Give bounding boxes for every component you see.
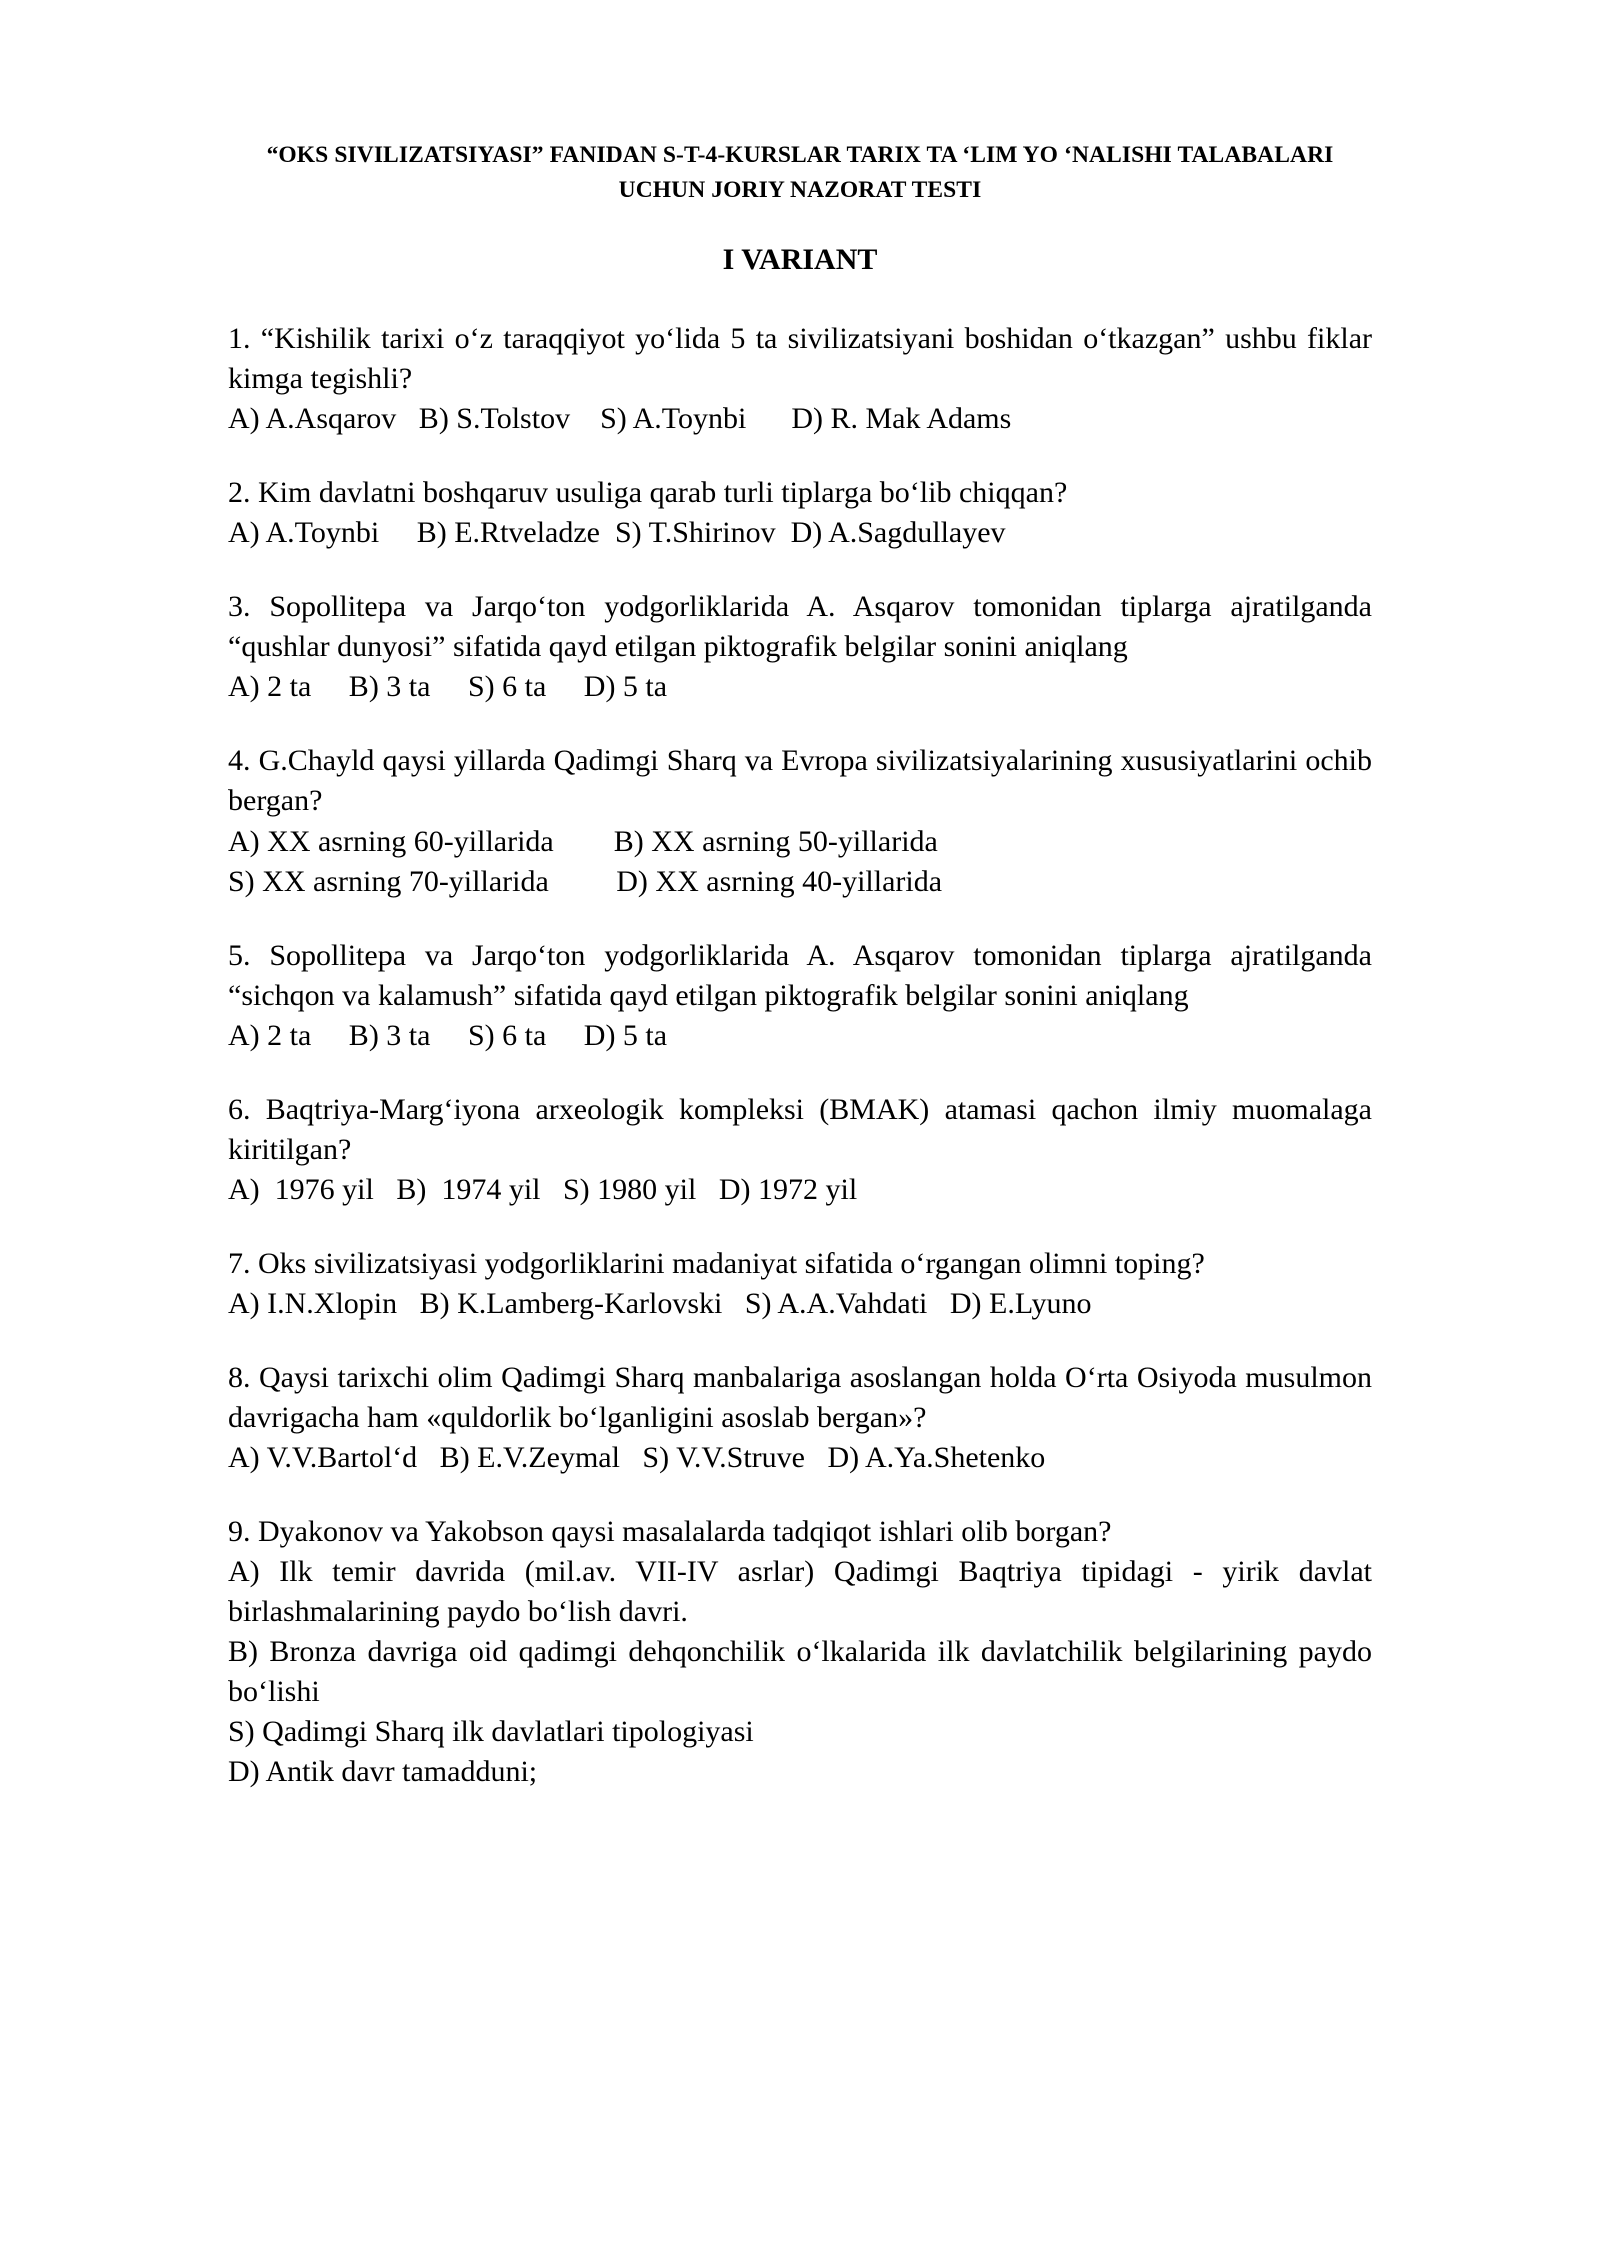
question-stem: 5. Sopollitepa va Jarqo‘ton yodgorliklarida A. Asqarov tomonidan tiplarga ajratilganda “sichqon va kalamush” sifatida qayd etilgan piktografik belgilar sonini aniqlang bbox=[228, 938, 1372, 1012]
question-list bbox=[228, 319, 1372, 1792]
question-options: A) A.Toynbi B) E.Rtveladze S) T.Shirinov D) A.Sagdullayev bbox=[228, 516, 1006, 550]
question-options: A) XX asrning 60-yillarida B) XX asrning 50-yillarida bbox=[228, 824, 938, 858]
question-item bbox=[228, 1512, 1372, 1792]
question-item bbox=[228, 473, 1372, 553]
variant-heading: I VARIANT bbox=[722, 243, 878, 277]
question-item bbox=[228, 936, 1372, 1056]
question-stem: 9. Dyakonov va Yakobson qaysi masalalarda tadqiqot ishlari olib borgan? bbox=[228, 1515, 1112, 1549]
question-item bbox=[228, 319, 1372, 439]
question-options: B) Bronza davriga oid qadimgi dehqonchilik o‘lkalarida ilk davlatchilik belgilarining paydo bo‘lishi bbox=[228, 1635, 1372, 1709]
question-options: S) Qadimgi Sharq ilk davlatlari tipologiyasi bbox=[228, 1715, 754, 1749]
question-options: A) I.N.Xlopin B) K.Lamberg-Karlovski S) A.A.Vahdati D) E.Lyuno bbox=[228, 1286, 1092, 1320]
question-stem: 6. Baqtriya-Marg‘iyona arxeologik kompleksi (BMAK) atamasi qachon ilmiy muomalaga kiritilgan? bbox=[228, 1092, 1372, 1166]
question-options: A) 2 ta B) 3 ta S) 6 ta D) 5 ta bbox=[228, 670, 668, 704]
document-title-line-2: UCHUN JORIY NAZORAT TESTI bbox=[618, 177, 982, 204]
question-stem: 4. G.Chayld qaysi yillarda Qadimgi Sharq va Evropa sivilizatsiyalarining xususiyatlarini ochib bergan? bbox=[228, 744, 1372, 818]
question-options: D) Antik davr tamadduni; bbox=[228, 1755, 538, 1789]
question-item bbox=[228, 587, 1372, 707]
question-item bbox=[228, 1090, 1372, 1210]
question-options: A) V.V.Bartol‘d B) E.V.Zeymal S) V.V.Struve D) A.Ya.Shetenko bbox=[228, 1441, 1046, 1475]
question-stem: 3. Sopollitepa va Jarqo‘ton yodgorliklarida A. Asqarov tomonidan tiplarga ajratilganda “qushlar dunyosi” sifatida qayd etilgan piktografik belgilar sonini aniqlang bbox=[228, 590, 1372, 664]
question-options: A) Ilk temir davrida (mil.av. VII-IV asrlar) Qadimgi Baqtriya tipidagi - yirik davlat birlashmalarining paydo bo‘lish davri. bbox=[228, 1555, 1372, 1629]
question-item bbox=[228, 1358, 1372, 1478]
question-options: A) A.Asqarov B) S.Tolstov S) A.Toynbi D) R. Mak Adams bbox=[228, 402, 1012, 436]
question-stem: 1. “Kishilik tarixi o‘z taraqqiyot yo‘lida 5 ta sivilizatsiyani boshidan o‘tkazgan” ushbu fiklar kimga tegishli? bbox=[228, 322, 1372, 396]
question-stem: 2. Kim davlatni boshqaruv usuliga qarab turli tiplarga bo‘lib chiqqan? bbox=[228, 476, 1068, 510]
question-item bbox=[228, 1244, 1372, 1324]
question-options: A) 2 ta B) 3 ta S) 6 ta D) 5 ta bbox=[228, 1018, 668, 1052]
question-stem: 7. Oks sivilizatsiyasi yodgorliklarini madaniyat sifatida o‘rgangan olimni toping? bbox=[228, 1246, 1205, 1280]
question-stem: 8. Qaysi tarixchi olim Qadimgi Sharq manbalariga asoslangan holda O‘rta Osiyoda musulmon davrigacha ham «quldorlik bo‘lganligini asoslab bergan»? bbox=[228, 1360, 1372, 1435]
question-item bbox=[228, 741, 1372, 901]
question-options: A) 1976 yil B) 1974 yil S) 1980 yil D) 1972 yil bbox=[228, 1172, 858, 1206]
document-title-line-1: “OKS SIVILIZATSIYASI” FANIDAN S-T-4-KURSLAR TARIX TA ‘LIM YO ‘NALISHI TALABALARI bbox=[266, 142, 1334, 168]
document-header bbox=[228, 140, 1372, 279]
question-options: S) XX asrning 70-yillarida D) XX asrning 40-yillarida bbox=[228, 864, 943, 898]
